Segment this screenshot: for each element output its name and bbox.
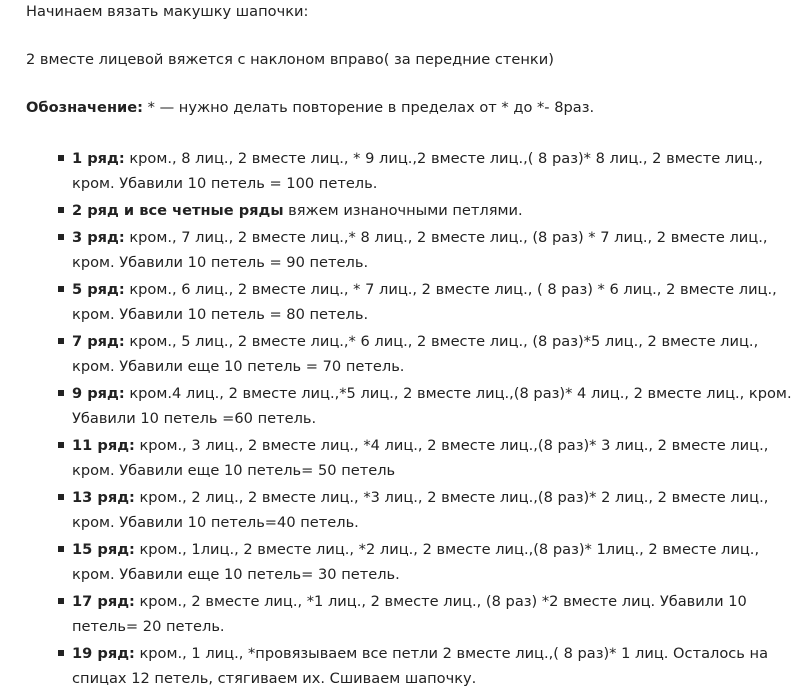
row-text: кром., 1 лиц., *провязываем все петли 2 вместе лиц.,( 8 раз)* 1 лиц. Осталось на спицах 12 петель, стягиваем их. Сшиваем шапочку. [72, 645, 769, 687]
list-item [26, 329, 792, 379]
row-text: кром., 3 лиц., 2 вместе лиц., *4 лиц., 2 вместе лиц.,(8 раз)* 3 лиц., 2 вместе лиц., кром. Убавили еще 10 петель= 50 петель [72, 437, 769, 479]
row-label: 2 ряд и все четные ряды [72, 202, 284, 219]
row-text: кром., 1лиц., 2 вместе лиц., *2 лиц., 2 вместе лиц.,(8 раз)* 1лиц., 2 вместе лиц., кром. Убавили еще 10 петель= 30 петель. [72, 541, 760, 583]
row-text: кром., 8 лиц., 2 вместе лиц., * 9 лиц.,2 вместе лиц.,( 8 раз)* 8 лиц., 2 вместе лиц., кром. Убавили 10 петель = 100 петель. [72, 150, 763, 192]
list-item [26, 485, 792, 535]
list-item [26, 381, 792, 431]
row-text: кром., 6 лиц., 2 вместе лиц., * 7 лиц., 2 вместе лиц., ( 8 раз) * 6 лиц., 2 вместе лиц., кром. Убавили 10 петель = 80 петель. [72, 281, 777, 323]
row-label: 11 ряд: [72, 437, 135, 454]
row-label: 3 ряд: [72, 229, 125, 246]
row-label: 13 ряд: [72, 489, 135, 506]
row-label: 1 ряд: [72, 150, 125, 167]
row-list [26, 146, 792, 693]
list-item [26, 146, 792, 196]
list-item [26, 641, 792, 691]
row-text: кром., 2 вместе лиц., *1 лиц., 2 вместе лиц., (8 раз) *2 вместе лиц. Убавили 10 петель= 20 петель. [72, 593, 747, 635]
row-label: 9 ряд: [72, 385, 125, 402]
list-item [26, 277, 792, 327]
row-label: 19 ряд: [72, 645, 135, 662]
list-item [26, 433, 792, 483]
row-text: вяжем изнаночными петлями. [283, 202, 523, 219]
row-label: 5 ряд: [72, 281, 125, 298]
row-label: 7 ряд: [72, 333, 125, 350]
list-item [26, 198, 792, 223]
list-item [26, 589, 792, 639]
row-text: кром.4 лиц., 2 вместе лиц.,*5 лиц., 2 вместе лиц.,(8 раз)* 4 лиц., 2 вместе лиц., кром. Убавили 10 петель =60 петель. [72, 385, 792, 427]
legend [26, 98, 594, 118]
row-label: 17 ряд: [72, 593, 135, 610]
legend-text: * — нужно делать повторение в пределах от * до *- 8раз. [143, 99, 595, 116]
list-item [26, 225, 792, 275]
row-label: 15 ряд: [72, 541, 135, 558]
row-text: кром., 7 лиц., 2 вместе лиц.,* 8 лиц., 2 вместе лиц., (8 раз) * 7 лиц., 2 вместе лиц., кром. Убавили 10 петель = 90 петель. [72, 229, 768, 271]
legend-label: Обозначение: [26, 99, 143, 116]
row-text: кром., 2 лиц., 2 вместе лиц., *3 лиц., 2 вместе лиц.,(8 раз)* 2 лиц., 2 вместе лиц., кром. Убавили 10 петель=40 петель. [72, 489, 769, 531]
intro-text: Начинаем вязать макушку шапочки: [26, 3, 309, 20]
row-text: кром., 5 лиц., 2 вместе лиц.,* 6 лиц., 2 вместе лиц., (8 раз)*5 лиц., 2 вместе лиц., кром. Убавили еще 10 петель = 70 петель. [72, 333, 759, 375]
decrease-note: 2 вместе лицевой вяжется с наклоном вправо( за передние стенки) [26, 51, 554, 68]
list-item [26, 537, 792, 587]
